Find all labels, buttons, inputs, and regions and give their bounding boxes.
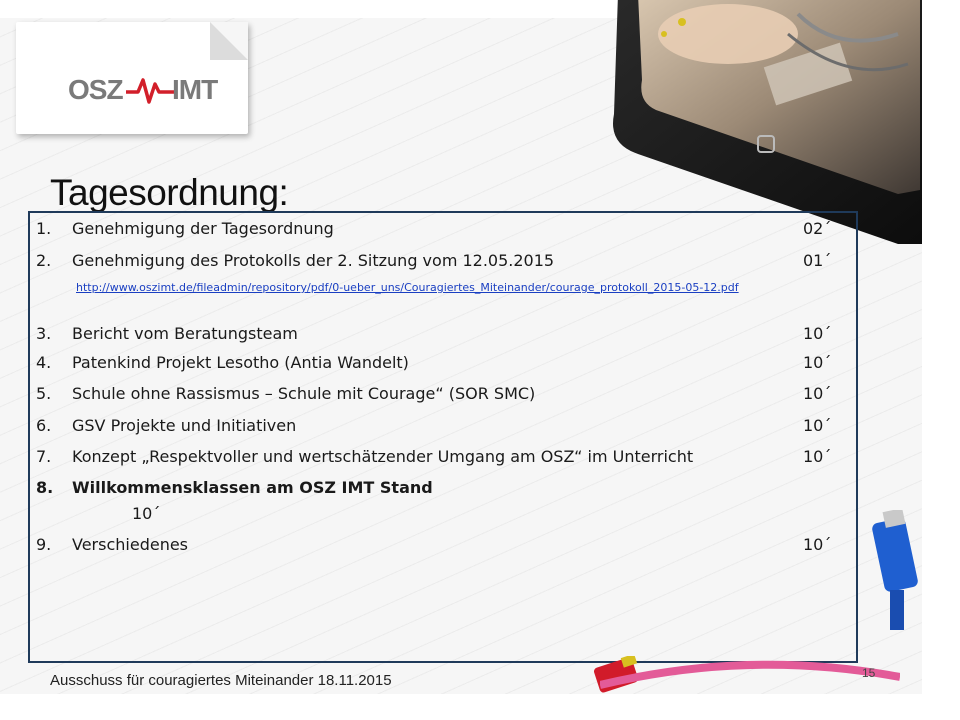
- agenda-minutes: 01´: [803, 251, 832, 270]
- agenda-text: Schule ohne Rassismus – Schule mit Courage“ (SOR SMC): [72, 384, 536, 403]
- heartbeat-icon: [126, 74, 174, 104]
- agenda-minutes: 02´: [803, 219, 832, 238]
- agenda-text: Konzept „Respektvoller und wertschätzender Umgang am OSZ“ im Unterricht: [72, 447, 694, 466]
- protocol-link[interactable]: http://www.oszimt.de/fileadmin/repository/pdf/0-ueber_uns/Couragiertes_Miteinander/courage_protokoll_2015-05-12.pdf: [76, 281, 739, 294]
- right-margin: [922, 0, 960, 720]
- network-cable-image: [868, 510, 928, 630]
- agenda-text: Bericht vom Beratungsteam: [72, 324, 298, 343]
- agenda-number: 6.: [36, 416, 52, 435]
- agenda-text: Genehmigung der Tagesordnung: [72, 219, 334, 238]
- agenda-minutes: 10´: [803, 535, 832, 554]
- agenda-text: Patenkind Projekt Lesotho (Antia Wandelt): [72, 353, 409, 372]
- bottom-strip: [0, 694, 960, 720]
- page-title: Tagesordnung:: [50, 172, 289, 213]
- osz-imt-logo[interactable]: [68, 72, 238, 105]
- agenda-number: 1.: [36, 219, 52, 238]
- agenda-minutes: 10´: [803, 353, 832, 372]
- agenda-minutes: 10´: [803, 324, 832, 343]
- logo-imt-text: IMT: [172, 74, 218, 105]
- agenda-text: GSV Projekte und Initiativen: [72, 416, 297, 435]
- footer-text: Ausschuss für couragiertes Miteinander 18.11.2015: [50, 672, 392, 689]
- agenda-number: 5.: [36, 384, 52, 403]
- tablet-photo: [598, 0, 934, 244]
- agenda-number: 8.: [36, 478, 54, 497]
- agenda-minutes: 10´: [803, 447, 832, 466]
- agenda-minutes: 10´: [803, 416, 832, 435]
- page-number: 15: [862, 666, 876, 680]
- agenda-number: 3.: [36, 324, 52, 343]
- agenda-item-8-minutes: 10´: [132, 504, 161, 523]
- agenda-text: Willkommensklassen am OSZ IMT Stand: [72, 478, 433, 497]
- logo-osz-text: OSZ: [68, 74, 123, 105]
- agenda-minutes: 10´: [803, 384, 832, 403]
- page-curl: [210, 22, 248, 60]
- agenda-text: Verschiedenes: [72, 535, 189, 554]
- pink-cable-image: [600, 655, 900, 695]
- agenda-number: 4.: [36, 353, 52, 372]
- agenda-number: 9.: [36, 535, 52, 554]
- agenda-number: 7.: [36, 447, 52, 466]
- agenda-text: Genehmigung des Protokolls der 2. Sitzung vom 12.05.2015: [72, 251, 555, 270]
- agenda-number: 2.: [36, 251, 52, 270]
